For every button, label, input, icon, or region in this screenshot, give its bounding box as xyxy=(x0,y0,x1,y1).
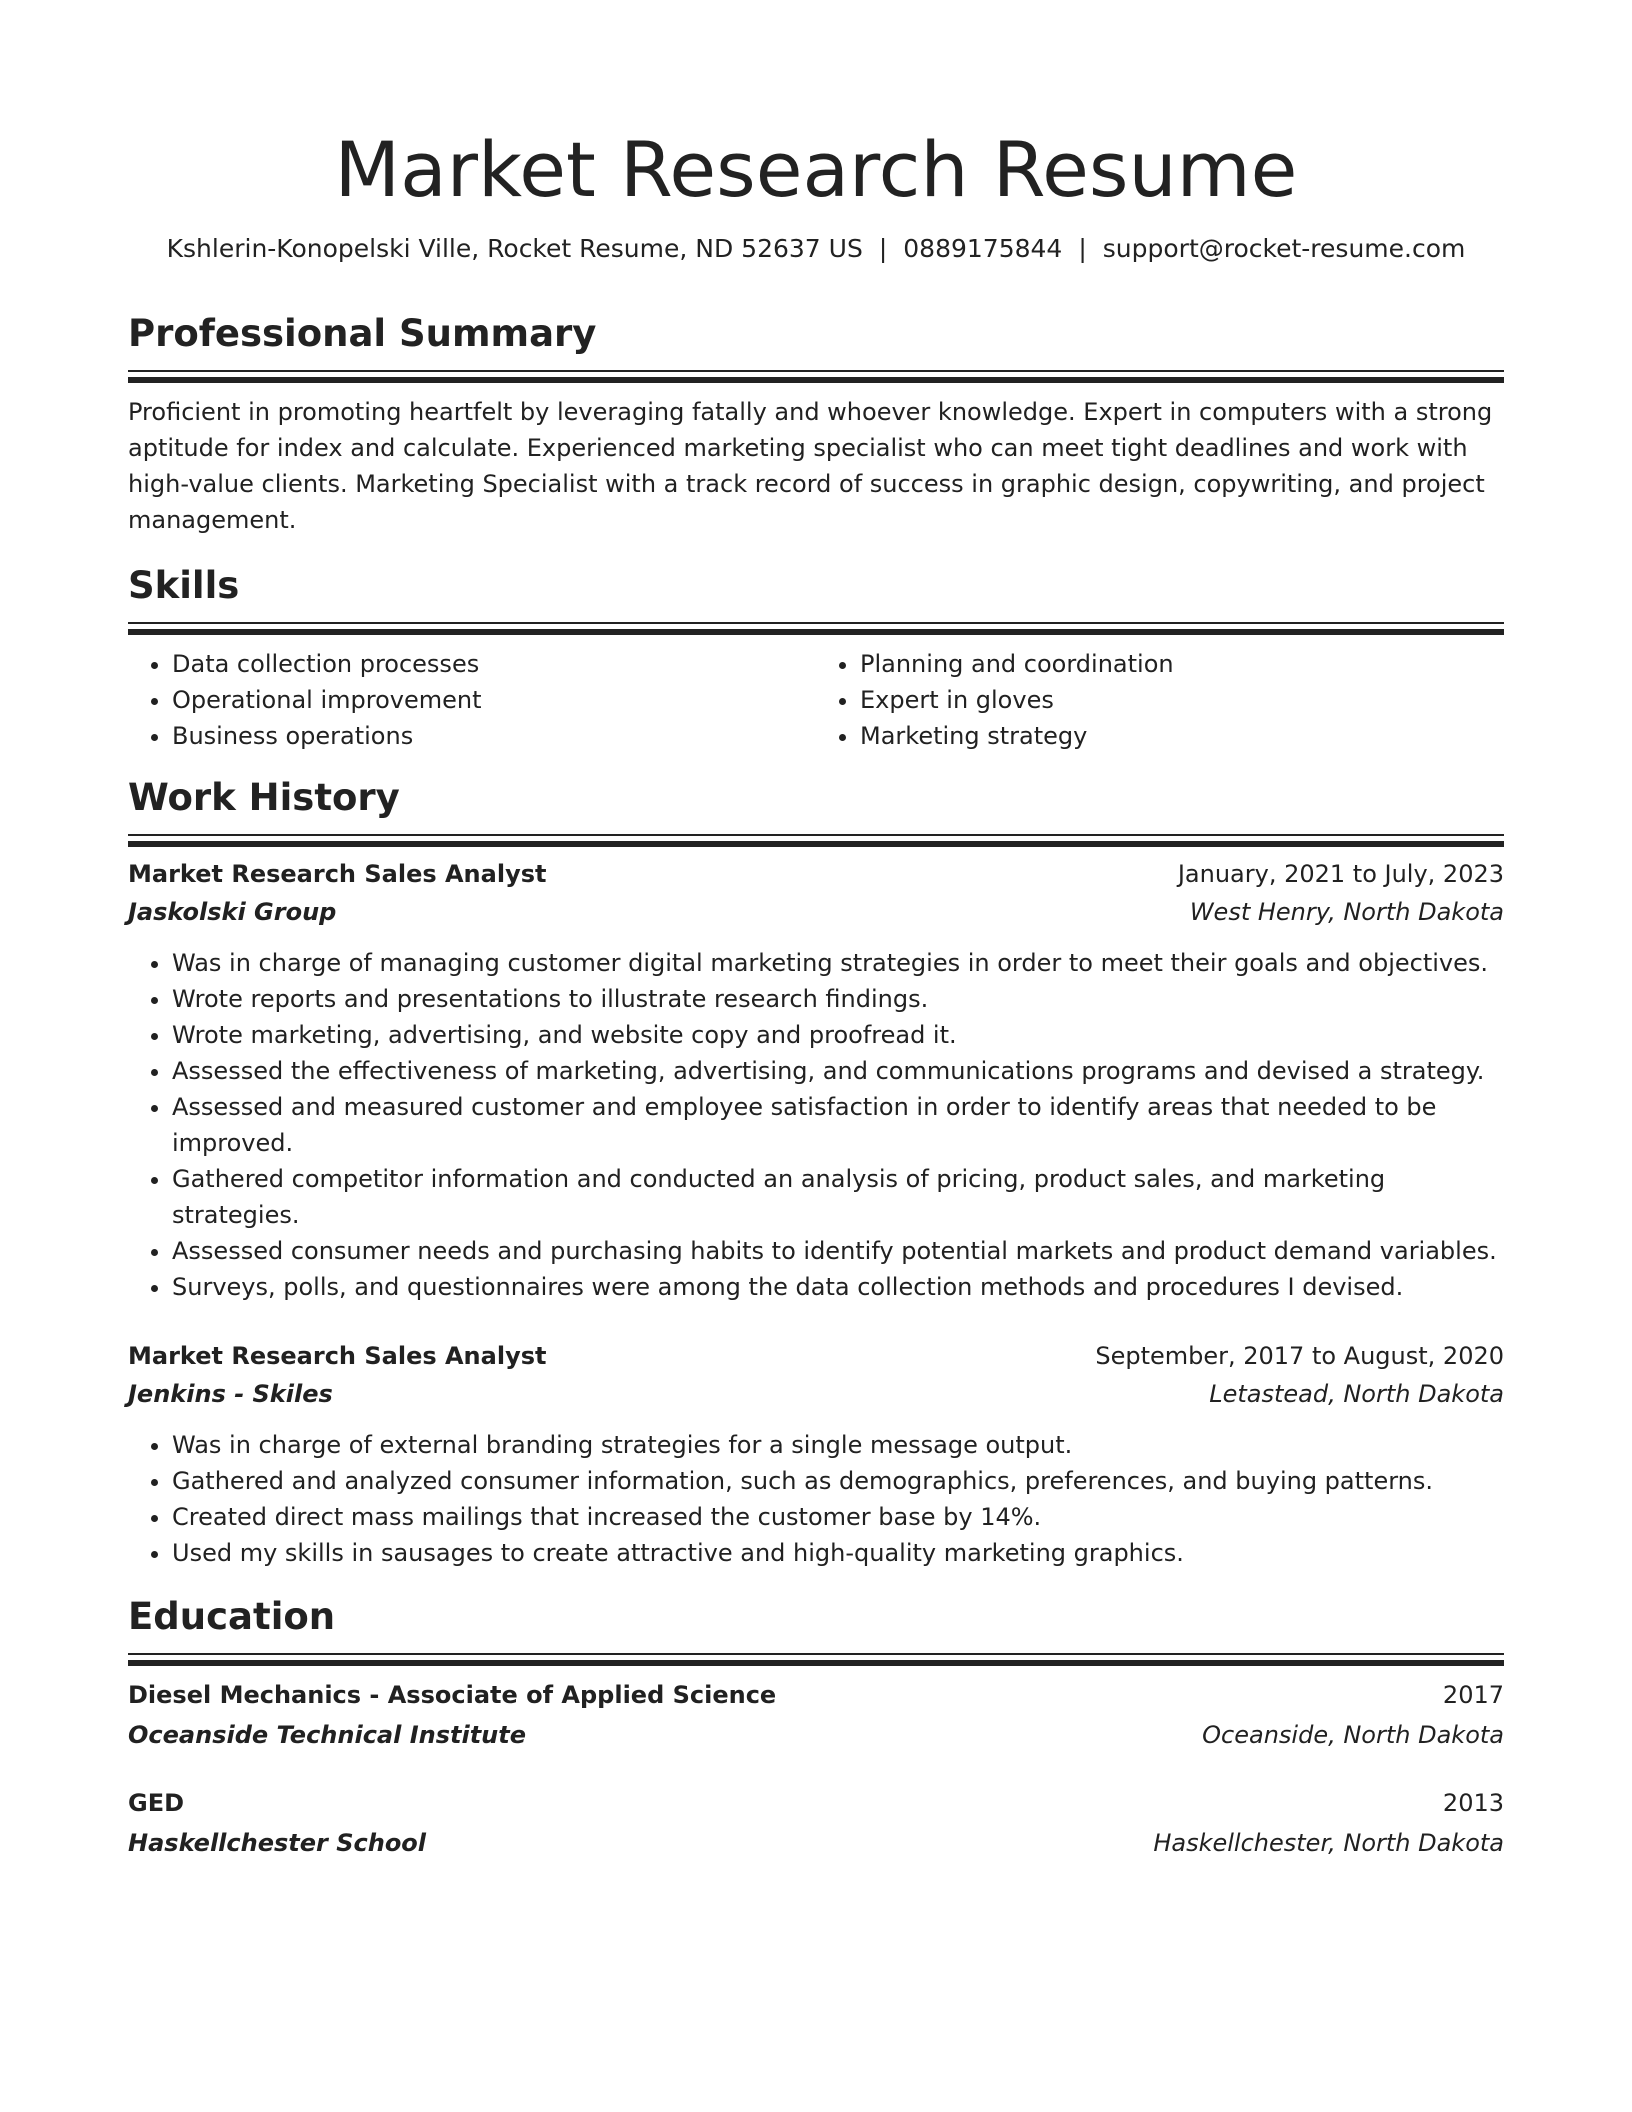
skill-item: • Planning and coordination xyxy=(860,646,1504,682)
summary-heading: Professional Summary xyxy=(128,312,597,355)
section-divider xyxy=(128,1653,1504,1660)
summary-section xyxy=(128,312,1504,538)
job-bullet: • Created direct mass mailings that increased the customer base by 14%. xyxy=(172,1499,1504,1535)
skills-columns xyxy=(128,646,1504,754)
education-year: 2013 xyxy=(1442,1789,1504,1817)
skill-item: • Data collection processes xyxy=(172,646,816,682)
section-divider xyxy=(128,834,1504,841)
job-bullet: • Surveys, polls, and questionnaires were among the data collection methods and procedures I devised. xyxy=(172,1269,1504,1305)
education-entry xyxy=(128,1784,1504,1862)
education-location: Haskellchester, North Dakota xyxy=(1153,1829,1504,1857)
education-subheader xyxy=(128,1824,1504,1862)
job-bullet: • Gathered competitor information and conducted an analysis of pricing, product sales, and marketing strategies. xyxy=(172,1161,1504,1233)
education-degree: GED xyxy=(128,1789,185,1817)
skills-section xyxy=(128,564,1504,754)
skills-column-left xyxy=(128,646,816,754)
job-bullet: • Assessed consumer needs and purchasing habits to identify potential markets and product demand variables. xyxy=(172,1233,1504,1269)
job-location: West Henry, North Dakota xyxy=(1189,898,1504,926)
education-header xyxy=(128,1784,1504,1822)
education-subheader xyxy=(128,1716,1504,1754)
education-degree: Diesel Mechanics - Associate of Applied Science xyxy=(128,1681,777,1709)
skills-column-right xyxy=(816,646,1504,754)
skill-item: • Operational improvement xyxy=(172,682,816,718)
resume-page xyxy=(128,0,1504,1862)
job-bullet: • Wrote marketing, advertising, and website copy and proofread it. xyxy=(172,1017,1504,1053)
job-company: Jaskolski Group xyxy=(128,898,337,926)
contact-email[interactable]: support@rocket-resume.com xyxy=(1102,234,1466,263)
contact-line xyxy=(128,232,1504,266)
job-bullet: • Used my skills in sausages to create attractive and high-quality marketing graphics. xyxy=(172,1535,1504,1571)
job-dates: January, 2021 to July, 2023 xyxy=(1177,860,1504,888)
skill-item: • Marketing strategy xyxy=(860,718,1504,754)
education-year: 2017 xyxy=(1442,1681,1504,1709)
education-school: Oceanside Technical Institute xyxy=(128,1721,527,1749)
job-header xyxy=(128,1337,1504,1375)
job-bullet: • Gathered and analyzed consumer information, such as demographics, preferences, and buying patterns. xyxy=(172,1463,1504,1499)
job-title: Market Research Sales Analyst xyxy=(128,860,547,888)
job-bullet: • Assessed and measured customer and employee satisfaction in order to identify areas that needed to be improved. xyxy=(172,1089,1504,1161)
job-entry xyxy=(128,1337,1504,1571)
education-heading: Education xyxy=(128,1595,336,1638)
contact-separator: | xyxy=(878,234,888,263)
job-header xyxy=(128,855,1504,893)
work-heading: Work History xyxy=(128,776,400,819)
contact-address: Kshlerin-Konopelski Ville, Rocket Resume, ND 52637 US xyxy=(166,234,863,263)
job-dates: September, 2017 to August, 2020 xyxy=(1095,1342,1504,1370)
summary-text: Proficient in promoting heartfelt by leveraging fatally and whoever knowledge. Expert in computers with a strong aptitude for index and calculate. Experienced marketing specialist who can meet tight deadlines and work with high-value clients. Marketing Specialist with a track record of success in graphic design, copywriting, and project management. xyxy=(128,398,1493,534)
job-subheader xyxy=(128,893,1504,931)
job-bullet: • Assessed the effectiveness of marketing, advertising, and communications programs and devised a strategy. xyxy=(172,1053,1504,1089)
contact-separator: | xyxy=(1078,234,1087,263)
work-section xyxy=(128,776,1504,1571)
job-bullet: • Was in charge of external branding strategies for a single message output. xyxy=(172,1427,1504,1463)
skill-item: • Expert in gloves xyxy=(860,682,1504,718)
job-bullet: • Was in charge of managing customer digital marketing strategies in order to meet their goals and objectives. xyxy=(172,945,1504,981)
job-bullets xyxy=(128,1427,1504,1571)
contact-phone: 0889175844 xyxy=(903,234,1063,263)
job-entry xyxy=(128,855,1504,1305)
section-divider xyxy=(128,622,1504,629)
education-entry xyxy=(128,1676,1504,1754)
skills-heading: Skills xyxy=(128,564,240,607)
page-title: Market Research Resume xyxy=(334,125,1298,214)
section-divider xyxy=(128,370,1504,377)
job-subheader xyxy=(128,1375,1504,1413)
job-location: Letastead, North Dakota xyxy=(1209,1380,1504,1408)
job-company: Jenkins - Skiles xyxy=(128,1380,333,1408)
education-header xyxy=(128,1676,1504,1714)
education-school: Haskellchester School xyxy=(128,1829,427,1857)
skill-item: • Business operations xyxy=(172,718,816,754)
job-bullet: • Wrote reports and presentations to illustrate research findings. xyxy=(172,981,1504,1017)
education-location: Oceanside, North Dakota xyxy=(1202,1721,1504,1749)
education-section xyxy=(128,1595,1504,1862)
job-title: Market Research Sales Analyst xyxy=(128,1342,547,1370)
job-bullets xyxy=(128,945,1504,1305)
